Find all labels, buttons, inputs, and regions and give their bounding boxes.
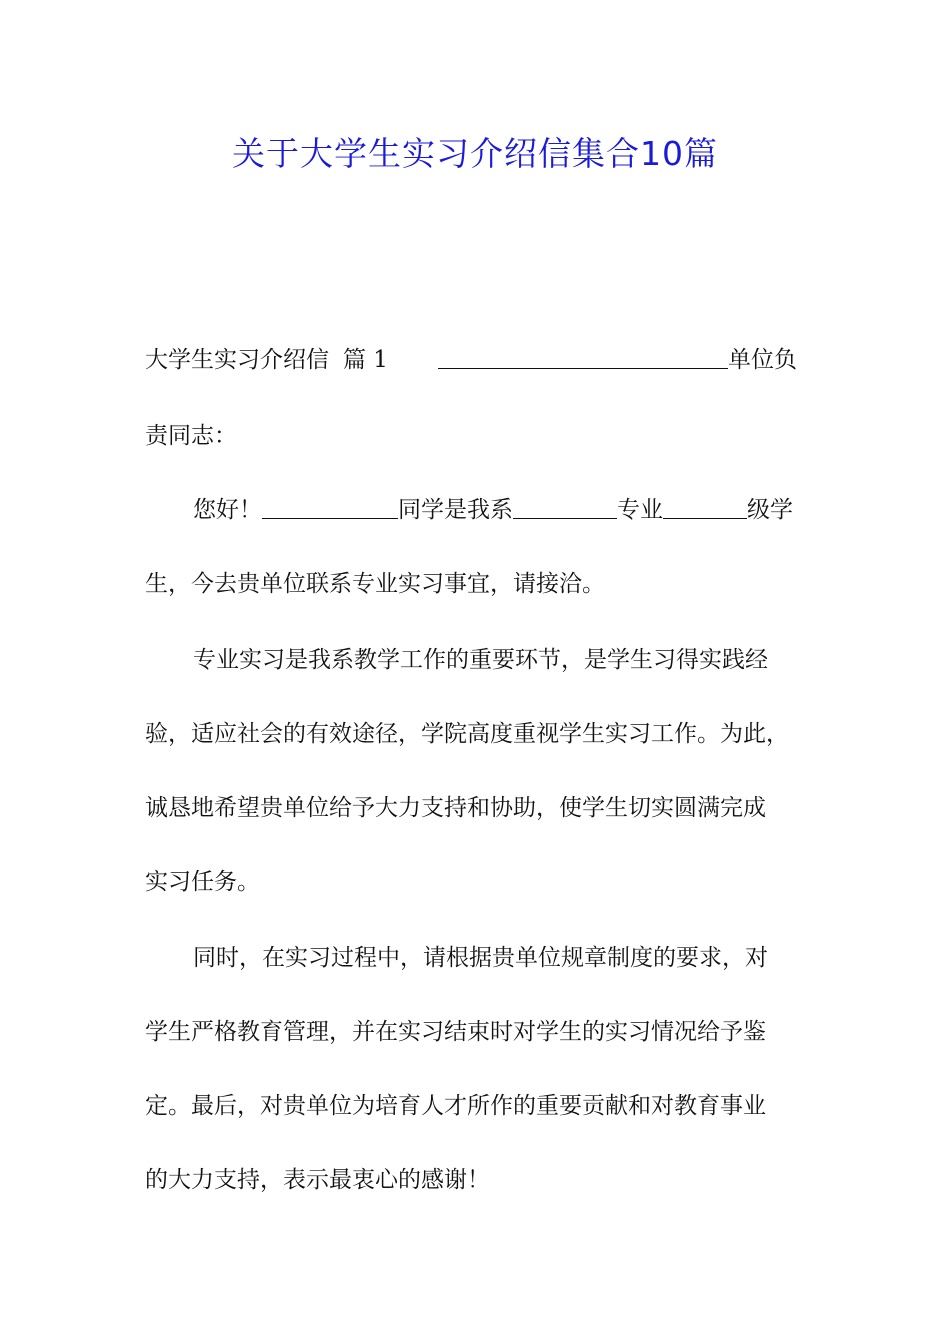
paragraph-start: 同时，在实习过程中，请根据贵单位规章制度的要求，对 (193, 945, 768, 971)
major-label: 专业 (617, 497, 663, 523)
salutation-start: 单位负 (727, 347, 797, 373)
body-line: 定。最后，对贵单位为培育人才所作的重要贡献和对教育事业 (145, 1093, 766, 1119)
department-blank (513, 492, 617, 519)
body-line: 实习任务。 (145, 869, 260, 895)
letter-heading-line (145, 340, 825, 380)
grade-label: 级学 (747, 497, 793, 523)
body-line: 学生严格教育管理，并在实习结束时对学生的实习情况给予鉴 (145, 1019, 766, 1045)
body-line: 生，今去贵单位联系专业实习事宜，请接洽。 (145, 571, 605, 597)
letter-number: 篇 1 (343, 347, 388, 373)
letter-heading-label: 大学生实习介绍信 (145, 347, 329, 373)
student-of-dept: 同学是我系 (398, 497, 513, 523)
body-line: 诚恳地希望贵单位给予大力支持和协助，使学生切实圆满完成 (145, 795, 766, 821)
student-info-line (193, 490, 833, 530)
document-title: 关于大学生实习介绍信集合10篇 (232, 134, 718, 173)
greeting: 您好！ (193, 497, 262, 523)
body-line: 的大力支持，表示最衷心的感谢！ (145, 1167, 490, 1193)
paragraph-start: 专业实习是我系教学工作的重要环节，是学生习得实践经 (193, 647, 768, 673)
student-name-blank (262, 492, 398, 519)
salutation-line: 责同志： (145, 423, 237, 449)
grade-blank (663, 492, 747, 519)
body-line: 验，适应社会的有效途径，学院高度重视学生实习工作。为此， (145, 721, 789, 747)
recipient-unit-blank (438, 342, 728, 369)
